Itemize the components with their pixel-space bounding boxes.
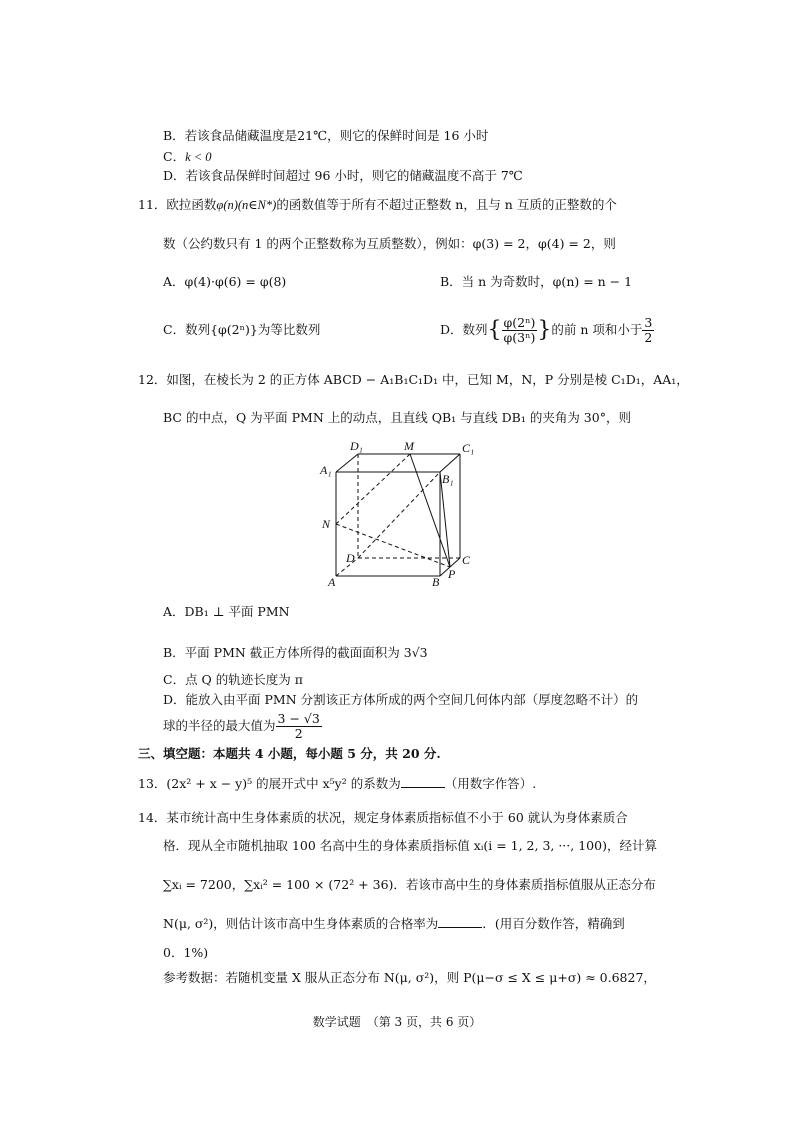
q11-line1-math: φ(n)(n∈N*) [216, 198, 277, 212]
q11-option-d-seq-frac [502, 316, 538, 345]
label-b: B [432, 575, 440, 586]
q13-answer-blank[interactable] [401, 775, 445, 788]
label-c: C [462, 553, 471, 567]
q14-line1: 14．某市统计高中生身体素质的状况，规定身体素质指标值不小于 60 就认为身体素质合 [138, 810, 628, 825]
q12-line1: 12．如图，在棱长为 2 的正方体 ABCD − A₁B₁C₁D₁ 中，已知 M，N，P 分别是棱 C₁D₁，AA₁， [138, 372, 689, 387]
q12-line2: BC 的中点，Q 为平面 PMN 上的动点，且直线 QB₁ 与直线 DB₁ 的夹角为 30°，则 [163, 410, 631, 425]
q13-post: （用数字作答）. [444, 776, 537, 791]
q12-option-b: B．平面 PMN 截正方体所得的截面面积为 3√3 [163, 645, 428, 660]
q10-option-c-math: k < 0 [185, 150, 212, 164]
q11-option-d-seq-den: φ(3ⁿ) [503, 330, 536, 345]
label-p: P [448, 567, 456, 581]
q11-option-b: B．当 n 为奇数时，φ(n) = n − 1 [440, 274, 633, 289]
edge-b1c1 [440, 454, 460, 472]
cube-figure [300, 436, 490, 586]
q14-line4 [163, 915, 625, 932]
q11-option-d-pre: D．数列 [440, 322, 488, 337]
q11-option-a: A．φ(4)·φ(6) = φ(8) [163, 274, 287, 289]
q12-option-c: C．点 Q 的轨迹长度为 π [163, 672, 303, 687]
q12-option-d-line2 [163, 709, 322, 743]
q11-option-d-bound-num: 3 [644, 315, 653, 330]
segment-mn [336, 454, 410, 524]
q13 [138, 775, 536, 792]
section3-heading: 三、填空题：本题共 4 小题，每小题 5 分，共 20 分. [138, 746, 441, 761]
segment-db1 [358, 472, 440, 558]
label-m: M [404, 439, 414, 453]
q10-option-c-label: C． [163, 149, 186, 164]
q12-option-d-line1: D．能放入由平面 PMN 分割该正方体所成的两个空间几何体内部（厚度忽略不计）的 [163, 692, 639, 707]
q11-line1-pre: 11．欧拉函数 [138, 197, 217, 212]
q11-option-d-post: 的前 n 项和小于 [551, 322, 643, 337]
q11-line1 [138, 197, 617, 213]
q11-line2: 数（公约数只有 1 的两个正整数称为互质整数），例如：φ(3) = 2，φ(4) = 2，则 [163, 236, 616, 251]
label-n: N [322, 517, 331, 531]
page-footer: 数学试题 （第 3 页，共 6 页） [312, 1015, 482, 1029]
q14-line5: 0．1%) [163, 945, 209, 960]
q11-option-d-seq-num: φ(2ⁿ) [503, 315, 536, 330]
q14-line4-pre: N(μ, σ²)，则估计该市高中生身体素质的合格率为 [163, 916, 439, 931]
q14-line3: ∑xᵢ = 7200，∑xᵢ² = 100 × (72² + 36)．若该市高中生的身体素质指标值服从正态分布 [163, 877, 656, 892]
label-d: D [346, 551, 355, 565]
q14-line6: 参考数据：若随机变量 X 服从正态分布 N(μ, σ²)，则 P(μ−σ ≤ X ≤ μ+σ) ≈ 0.6827， [163, 970, 656, 985]
q12-option-d-pre: 球的半径的最大值为 [163, 718, 276, 733]
label-d1: D₁ [350, 439, 363, 453]
q10-option-c [163, 149, 212, 165]
q11-line1-post: 的函数值等于所有不超过正整数 n，且与 n 互质的正整数的个 [276, 197, 617, 212]
q12-option-a: A．DB₁ ⊥ 平面 PMN [163, 604, 290, 619]
q10-option-d: D．若该食品保鲜时间超过 96 小时，则它的储藏温度不高于 7℃ [163, 168, 523, 183]
q10-option-b: B．若该食品储藏温度是21℃，则它的保鲜时间是 16 小时 [163, 128, 489, 143]
edge-a1d1 [336, 454, 358, 472]
label-a1: A₁ [320, 463, 332, 477]
q12-option-d-frac-den: 2 [294, 726, 303, 741]
q13-pre: 13．(2x² + x − y)⁵ 的展开式中 x⁵y² 的系数为 [138, 776, 401, 791]
q11-option-c: C．数列{φ(2ⁿ)}为等比数列 [163, 322, 321, 337]
q11-option-d-bound-den: 2 [644, 330, 653, 345]
q14-line2: 格．现从全市随机抽取 100 名高中生的身体素质指标值 xᵢ(i = 1, 2, 3, ···, 100)，经计算 [163, 838, 657, 853]
label-a: A [328, 575, 336, 586]
label-b1: B₁ [442, 472, 454, 486]
q12-option-d-frac-num: 3 − √3 [277, 711, 320, 726]
q11-option-d-bound-frac [642, 316, 654, 345]
q12-option-d-frac [276, 712, 322, 741]
label-c1: C₁ [462, 441, 475, 455]
q14-answer-blank[interactable] [438, 915, 482, 928]
q14-line4-post: ．(用百分数作答，精确到 [482, 916, 625, 931]
q11-option-d: D．数列{ $\frac{\text{φ(2ⁿ)}}{\text{φ(3ⁿ)}}$ }的前 n 项和小于 $\frac{3}{2}$ [440, 315, 653, 345]
